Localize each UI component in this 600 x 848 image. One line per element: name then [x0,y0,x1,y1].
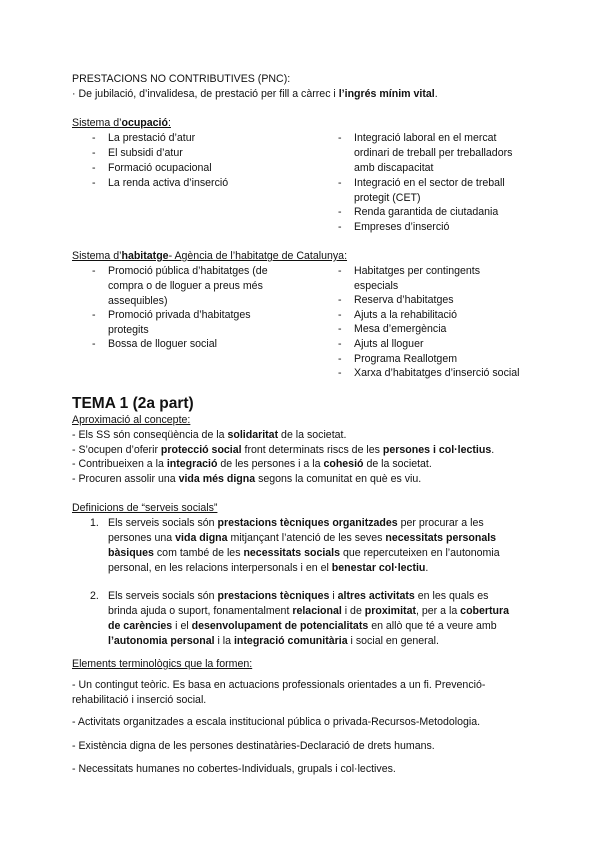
ocupacio-heading-c: : [167,117,171,129]
list-item: Empreses d’inserció [354,221,450,233]
text-bold: relacional [292,605,342,617]
text-bold: vida més digna [178,473,256,485]
list-item: Promoció pública d’habitatges (de compra o de lloguer a preus més assequibles) [108,265,268,307]
aproximacio-line-4 [72,472,421,487]
text-bold: prestacions tècniques organitzades [217,517,398,529]
list-item: Reserva d’habitatges [354,294,454,306]
pnc-line-bold: l’ingrés mínim vital [338,88,435,100]
text: , per a la [416,605,461,617]
bullet-dash: - [92,309,96,321]
text: i el [172,620,192,632]
bullet-dash: - [338,265,342,277]
pnc-title: PRESTACIONS NO CONTRIBUTIVES (PNC): [72,73,291,85]
list-item: Formació ocupacional [108,162,212,174]
text: - Contribueixen a la [72,458,167,470]
text: de la societat. [278,429,347,441]
ocupacio-heading [72,116,171,131]
text-bold: integració comunitària [233,635,348,647]
bullet-dash: - [92,177,96,189]
text: i social en general. [347,635,439,647]
aproximacio-line-3 [72,457,432,472]
text: com també de les [153,547,244,559]
text: . [491,444,495,456]
list-item: Ajuts al lloguer [354,338,424,350]
elements-item: - Activitats organitzades a escala institucional pública o privada-Recursos-Metodologia. [72,716,481,728]
definition-number: 1. [90,517,99,529]
text: - S’ocupen d’oferir [72,444,161,456]
bullet-dash: - [338,294,342,306]
pnc-line-text: · De jubilació, d’invalidesa, de prestació per fill a càrrec i [72,88,339,100]
pnc-line-end: . [434,88,438,100]
definition-2 [108,589,520,649]
text: Els serveis socials són [108,517,218,529]
bullet-dash: - [338,367,342,379]
definition-1 [108,516,520,576]
text: en les quals es brinda ajuda o suport, fonamentalment [108,590,489,617]
aproximacio-line-2 [72,443,494,458]
text: de la societat. [363,458,432,470]
text-bold: cohesió [323,458,364,470]
definicions-heading: Definicions de “serveis socials” [72,502,218,514]
text-bold: solidaritat [227,429,279,441]
list-item: Habitatges per contingents especials [354,265,481,292]
list-item: Renda garantida de ciutadania [354,206,499,218]
list-item: Bossa de lloguer social [108,338,217,350]
text-bold: proximitat [364,605,416,617]
bullet-dash: - [338,353,342,365]
text-bold: benestar col·lectiu [331,562,426,574]
text: de les persones i a la [217,458,324,470]
text: i de [341,605,365,617]
bullet-dash: - [92,132,96,144]
aproximacio-heading: Aproximació al concepte: [72,414,191,426]
habitatge-heading-b: habitatge [121,250,169,262]
text-bold: persones i col·lectius [382,444,492,456]
pnc-line [72,87,438,102]
text: . [425,562,429,574]
bullet-dash: - [338,338,342,350]
text-bold: necessitats personals bàsiques [108,532,497,559]
text-bold: prestacions tècniques [217,590,330,602]
text: per procurar a les persones una [108,517,484,544]
bullet-dash: - [338,221,342,233]
text-bold: vida digna [175,532,228,544]
text-bold: l’autonomia personal [108,635,215,647]
bullet-dash: - [92,162,96,174]
bullet-dash: - [338,177,342,189]
text: i [329,590,338,602]
list-item: Integració en el sector de treball protegit (CET) [354,177,505,204]
list-item: Integració laboral en el mercat ordinari de treball per treballadors amb discapacitat [354,132,513,174]
text: i la [214,635,234,647]
bullet-dash: - [92,265,96,277]
text: que repercuteixen en l’autonomia personal, en les relacions interpersonals i en el [108,547,500,574]
text-bold: protecció social [160,444,242,456]
text-bold: altres activitats [337,590,415,602]
list-item: La renda activa d’inserció [108,177,229,189]
text: en allò que té a veure amb [368,620,497,632]
list-item: Mesa d’emergència [354,323,447,335]
list-item: Xarxa d’habitatges d’inserció social [354,367,520,379]
text-bold: cobertura de carències [108,605,510,632]
text-bold: integració [166,458,218,470]
aproximacio-line-1 [72,428,346,443]
list-item: La prestació d’atur [108,132,196,144]
bullet-dash: - [92,338,96,350]
habitatge-heading [72,249,347,264]
habitatge-heading-c: - Agència de l’habitatge de Catalunya: [168,250,348,262]
text: Els serveis socials són [108,590,218,602]
text: - Els SS són conseqüència de la [72,429,228,441]
habitatge-heading-a: Sistema d’ [72,250,122,262]
elements-item: - Un contingut teòric. Es basa en actuacions professionals orientades a un fi. Prevenció-rehabilitació i inserció social. [72,679,486,706]
elements-heading: Elements terminològics que la formen: [72,658,253,670]
text: - Procuren assolir una [72,473,179,485]
bullet-dash: - [92,147,96,159]
tema-title: TEMA 1 (2a part) [72,395,194,412]
text-bold: desenvolupament de potencialitats [191,620,369,632]
text: mitjançant l’atenció de les seves [227,532,386,544]
text: front determinats riscs de les [241,444,383,456]
list-item: Promoció privada d’habitatges protegits [108,309,251,336]
ocupacio-heading-b: ocupació [121,117,168,129]
elements-item: - Necessitats humanes no cobertes-Individuals, grupals i col·lectives. [72,763,396,775]
bullet-dash: - [338,309,342,321]
list-item: El subsidi d’atur [108,147,183,159]
text: segons la comunitat en què es viu. [255,473,422,485]
list-item: Ajuts a la rehabilitació [354,309,458,321]
bullet-dash: - [338,206,342,218]
text-bold: necessitats socials [243,547,341,559]
list-item: Programa Reallotgem [354,353,458,365]
ocupacio-heading-a: Sistema d’ [72,117,122,129]
elements-item: - Existència digna de les persones destinatàries-Declaració de drets humans. [72,740,435,752]
bullet-dash: - [338,323,342,335]
definition-number: 2. [90,590,99,602]
bullet-dash: - [338,132,342,144]
